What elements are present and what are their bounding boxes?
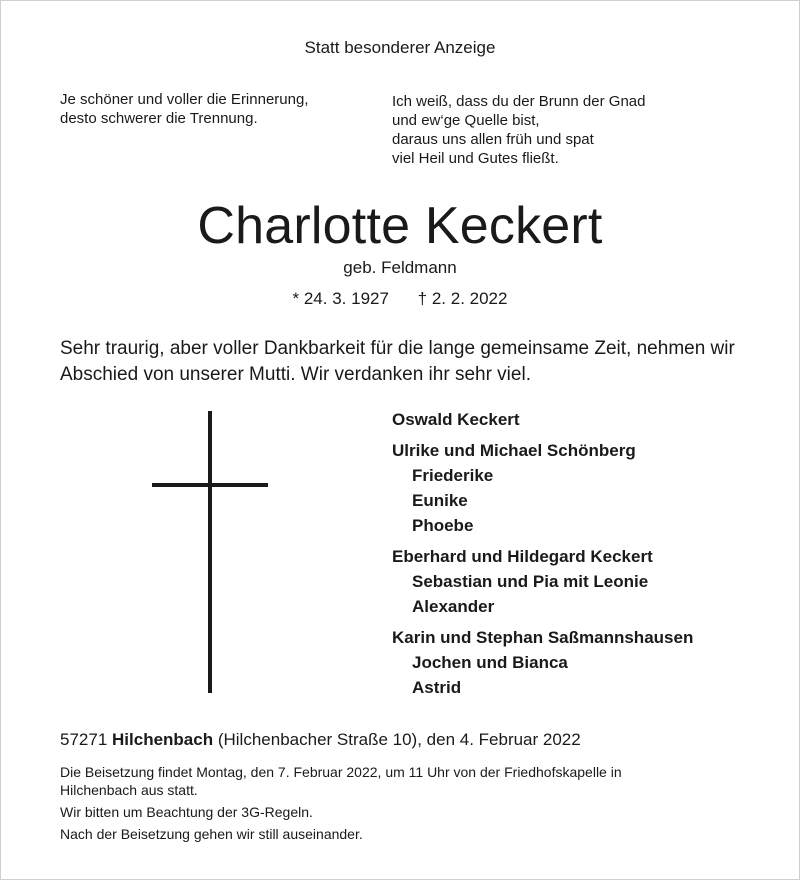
- verse-right: [392, 92, 645, 168]
- family-head: Karin und Stephan Saßmannshausen: [392, 628, 694, 647]
- family-member: Alexander: [412, 597, 495, 616]
- verse-right-line: viel Heil und Gutes fließt.: [392, 150, 559, 167]
- family-group: [392, 625, 693, 700]
- rules-line: Wir bitten um Beachtung der 3G-Regeln.: [60, 804, 313, 820]
- verse-right-line: daraus uns allen früh und spat: [392, 131, 594, 148]
- birth-date: * 24. 3. 1927: [292, 289, 389, 308]
- family-group: [392, 544, 693, 619]
- verse-left-line: desto schwerer die Trennung.: [60, 110, 258, 127]
- family-member: Friederike: [412, 466, 494, 485]
- family-member: Jochen und Bianca: [412, 653, 568, 672]
- statement-line: Sehr traurig, aber voller Dankbarkeit für die lange gemeinsame Zeit, nehmen wir: [60, 338, 735, 359]
- verse-left-line: Je schöner und voller die Erinnerung,: [60, 91, 309, 108]
- funeral-line: Die Beisetzung findet Montag, den 7. Februar 2022, um 11 Uhr von der Friedhofskapelle in: [60, 764, 622, 780]
- family-member: Phoebe: [412, 516, 474, 535]
- statement-line: Abschied von unserer Mutti. Wir verdanken ihr sehr viel.: [60, 364, 531, 385]
- verse-right-line: Ich weiß, dass du der Brunn der Gnad: [392, 93, 646, 110]
- death-date: † 2. 2. 2022: [417, 289, 508, 308]
- address-date: (Hilchenbacher Straße 10), den 4. Februar 2022: [217, 730, 581, 749]
- family-member: Eunike: [412, 491, 468, 510]
- family-head: Ulrike und Michael Schönberg: [392, 441, 636, 460]
- after-line: Nach der Beisetzung gehen wir still auseinander.: [60, 826, 363, 842]
- verse-right-line: und ew‘ge Quelle bist,: [392, 112, 540, 129]
- family-head: Eberhard und Hildegard Keckert: [392, 547, 653, 566]
- maiden-name: geb. Feldmann: [343, 258, 457, 277]
- verse-left: [60, 90, 308, 128]
- family-head: Oswald Keckert: [392, 410, 520, 429]
- cross-icon: [208, 411, 212, 693]
- funeral-line: Hilchenbach aus statt.: [60, 782, 198, 798]
- deceased-name: Charlotte Keckert: [197, 197, 603, 255]
- family-member: Sebastian und Pia mit Leonie: [412, 572, 649, 591]
- mourning-statement: [60, 336, 735, 388]
- family-group: [392, 438, 693, 538]
- notice-header: Statt besonderer Anzeige: [304, 38, 496, 57]
- family-group: [392, 407, 693, 432]
- place-date-line: [60, 730, 581, 750]
- life-dates: [0, 289, 800, 309]
- city: Hilchenbach: [112, 730, 214, 749]
- funeral-notes: [60, 763, 622, 843]
- family-member: Astrid: [412, 678, 462, 697]
- mourners-list: [392, 407, 693, 706]
- cross-icon-bar: [152, 483, 268, 487]
- postcode: 57271: [60, 730, 108, 749]
